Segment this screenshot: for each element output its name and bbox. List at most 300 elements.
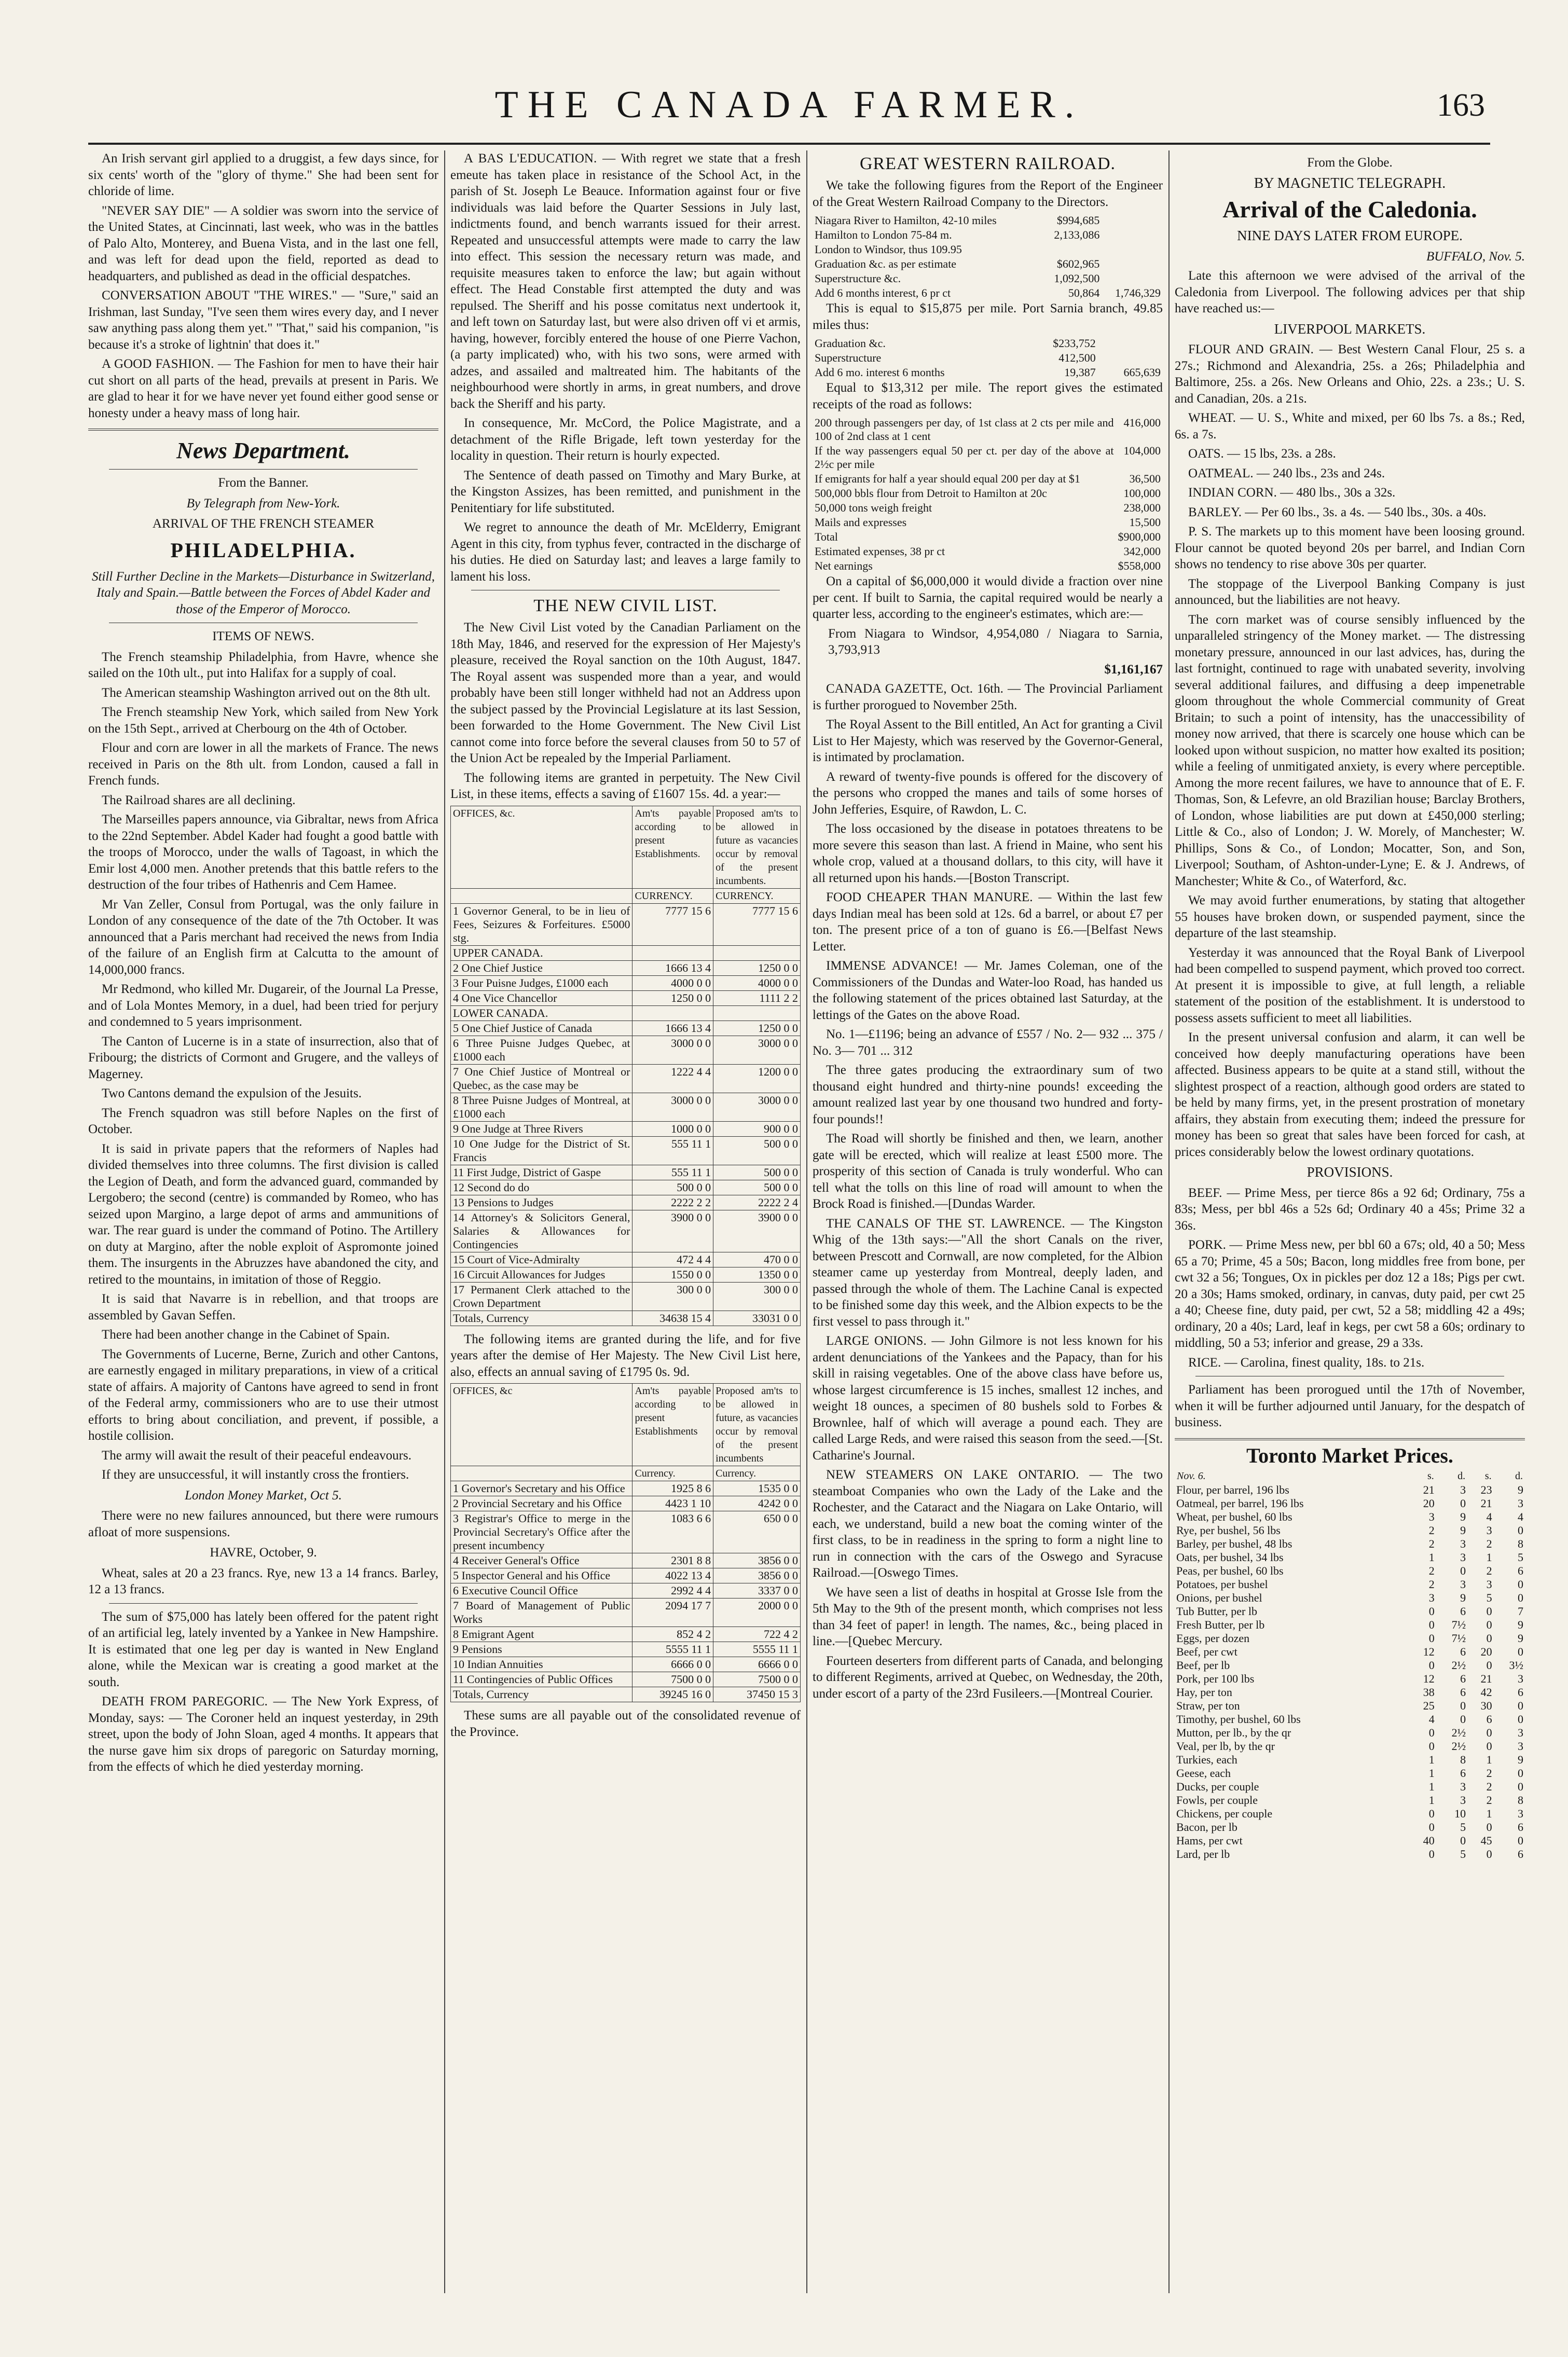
civil-list-heading: THE NEW CIVIL LIST. xyxy=(533,596,718,615)
price-row xyxy=(1175,1632,1525,1645)
price-cell: 0 xyxy=(1486,1605,1492,1618)
office-cell: 3 Four Puisne Judges, £1000 each xyxy=(451,975,632,990)
price-cell: 38 xyxy=(1423,1686,1435,1699)
amount-cell: 300 0 0 xyxy=(713,1282,801,1311)
cost-label: Niagara River to Hamilton, 42-10 miles xyxy=(815,214,997,227)
amount-cell: 7500 0 0 xyxy=(713,1672,801,1687)
price-row xyxy=(1175,1605,1525,1618)
receipt-label: If emigrants for half a year should equal 200 per day at $1 xyxy=(815,472,1080,485)
paragraph: INDIAN CORN. — 480 lbs., 30s a 32s. xyxy=(1188,486,1396,500)
price-cell: 42 xyxy=(1480,1686,1492,1699)
divider xyxy=(109,1603,418,1604)
column-2 xyxy=(450,150,801,2304)
cost-amount: 2,133,086 xyxy=(1054,228,1100,241)
table-row xyxy=(451,1282,801,1311)
money-market-heading: London Money Market, Oct 5. xyxy=(185,1488,342,1503)
paragraph: We take the following figures from the Report of the Engineer of the Great Western Railroad Company to the Directors. xyxy=(813,178,1163,209)
price-cell: 4 xyxy=(1486,1510,1492,1523)
price-cell: 12 xyxy=(1423,1645,1435,1658)
amount-cell: 500 0 0 xyxy=(632,1180,713,1195)
subheading: Still Further Decline in the Markets—Disturbance in Switzerland, Italy and Spain.—Battle between the Forces of Abdel Kader and those of the Emperor of Morocco. xyxy=(91,569,435,616)
cost-row xyxy=(813,365,1163,380)
price-cell: 1 xyxy=(1486,1551,1492,1564)
column-header: d. xyxy=(1515,1470,1523,1482)
office-cell: 7 Board of Management of Public Works xyxy=(451,1598,632,1627)
table-header-row xyxy=(1175,1469,1525,1483)
price-cell: 0 xyxy=(1428,1632,1435,1645)
amount-cell: 4242 0 0 xyxy=(713,1496,801,1511)
amount-cell: 300 0 0 xyxy=(632,1282,713,1311)
table-row xyxy=(451,1121,801,1136)
cost-label: London to Windsor, thus 109.95 xyxy=(815,243,962,256)
table-row xyxy=(451,1481,801,1496)
receipt-label: 500,000 bbls flour from Detroit to Hamilton at 20c xyxy=(815,487,1047,500)
price-cell: 0 xyxy=(1428,1659,1435,1672)
price-cell: 0 xyxy=(1460,1713,1466,1726)
commodity-cell: Oats, per bushel, 34 lbs xyxy=(1176,1551,1284,1564)
receipt-amount: $558,000 xyxy=(1118,559,1161,572)
price-row xyxy=(1175,1807,1525,1821)
price-cell: 40 xyxy=(1423,1834,1435,1847)
commodity-cell: Veal, per lb, by the qr xyxy=(1176,1740,1275,1753)
price-cell: 0 xyxy=(1518,1645,1523,1658)
office-cell: 11 Contingencies of Public Offices xyxy=(451,1672,632,1687)
column-header: Am'ts payable according to present Establishments. xyxy=(632,806,713,888)
col3-paragraphs xyxy=(813,681,1163,1702)
cost-row xyxy=(813,242,1163,257)
toronto-prices-table xyxy=(1175,1469,1525,1861)
commodity-cell: Ducks, per couple xyxy=(1176,1780,1259,1793)
price-cell: 3 xyxy=(1460,1551,1466,1564)
price-row xyxy=(1175,1564,1525,1578)
table-row xyxy=(451,1583,801,1598)
provisions-heading: PROVISIONS. xyxy=(1306,1164,1393,1180)
price-cell: 0 xyxy=(1518,1767,1523,1780)
price-cell: 0 xyxy=(1518,1591,1523,1604)
price-cell: 7½ xyxy=(1451,1618,1466,1631)
price-cell: 9 xyxy=(1518,1483,1523,1496)
price-cell: 3 xyxy=(1518,1807,1523,1820)
price-cell: 6 xyxy=(1518,1848,1523,1860)
price-cell: 0 xyxy=(1428,1605,1435,1618)
office-cell: 8 Emigrant Agent xyxy=(451,1627,632,1642)
amount-cell: 1000 0 0 xyxy=(632,1121,713,1136)
paragraph: The French squadron was still before Naples on the first of October. xyxy=(88,1106,438,1136)
cost-subtotal xyxy=(1098,351,1163,365)
receipt-amount: 416,000 xyxy=(1123,416,1161,429)
cost-subtotal xyxy=(1102,257,1163,271)
price-row xyxy=(1175,1551,1525,1564)
commodity-cell: Geese, each xyxy=(1176,1767,1231,1780)
table-body xyxy=(451,903,801,1326)
price-cell: 2 xyxy=(1428,1524,1435,1537)
amount-cell: 1550 0 0 xyxy=(632,1267,713,1282)
commodity-cell: Tub Butter, per lb xyxy=(1176,1605,1257,1618)
price-row xyxy=(1175,1524,1525,1537)
commodity-cell: Oatmeal, per barrel, 196 lbs xyxy=(1176,1497,1304,1510)
havre-dateline: HAVRE, October, 9. xyxy=(210,1546,317,1560)
table-subheader-row xyxy=(451,1466,801,1481)
amount-cell: 39245 16 0 xyxy=(632,1687,713,1702)
price-row xyxy=(1175,1726,1525,1740)
price-cell: 0 xyxy=(1486,1659,1492,1672)
price-cell: 3 xyxy=(1518,1497,1523,1510)
office-cell: 1 Governor General, to be in lieu of Fees, Seizures & Forfeitures. £5000 stg. xyxy=(451,903,632,945)
paragraph: The American steamship Washington arrived out on the 8th ult. xyxy=(102,685,431,700)
cost-row xyxy=(813,336,1163,351)
office-cell: 12 Second do do xyxy=(451,1180,632,1195)
column-header: s. xyxy=(1427,1470,1434,1482)
civil-list-table-2 xyxy=(450,1383,801,1702)
paragraph: Late this afternoon we were advised of the arrival of the Caledonia from Liverpool. The following advices per that ship have reached us:— xyxy=(1175,269,1525,315)
price-cell: 3 xyxy=(1460,1537,1466,1550)
price-cell: 0 xyxy=(1428,1848,1435,1860)
amount-cell: 900 0 0 xyxy=(713,1121,801,1136)
paragraph: The New Civil List voted by the Canadian Parliament on the 18th May, 1846, and reserved for the expression of Her Majesty's pleasure, received the Royal sanction on the 10th August, 1847. The Royal assent was suspended more than a year, and would probably have been still longer withheld had not an Address upon the subject passed by the Provincial Legislature at its last Session, been forwarded to the Home Government. The New Civil List cannot come into force before the several clauses from 50 to 57 of the Union Act be repealed by the Imperial Parliament. xyxy=(450,621,801,765)
price-cell: 0 xyxy=(1518,1524,1523,1537)
price-cell: 9 xyxy=(1460,1591,1466,1604)
office-cell: 3 Registrar's Office to merge in the Provincial Secretary's Office after the present incumbency xyxy=(451,1511,632,1553)
commodity-cell: Chickens, per couple xyxy=(1176,1807,1273,1820)
amount-cell: 1222 4 4 xyxy=(632,1064,713,1093)
amount-cell: 1250 0 0 xyxy=(632,990,713,1005)
amount-cell: 4423 1 10 xyxy=(632,1496,713,1511)
price-cell: 6 xyxy=(1518,1564,1523,1577)
amount-cell: 4022 13 4 xyxy=(632,1568,713,1583)
office-cell: LOWER CANADA. xyxy=(451,1005,632,1021)
paragraph: A GOOD FASHION. — The Fashion for men to have their hair cut short on all parts of the head, prevails at present in Paris. We are glad to hear it for we have never yet found either good sense or honesty under a heavy mass of long hair. xyxy=(88,357,438,420)
paragraph: The following items are granted during the life, and for five years after the demise of Her Majesty. The New Civil List here, also, effects an annual saving of £1795 0s. 9d. xyxy=(450,1332,801,1379)
price-cell: 6 xyxy=(1460,1605,1466,1618)
table-row xyxy=(451,960,801,975)
price-row xyxy=(1175,1591,1525,1605)
paragraph: The Road will shortly be finished and then, we learn, another gate will be erected, which will realize at least £500 more. The prosperity of this section of Canada is truly wonderful. Who can tell what the tolls on this line of road will amount to when the Brock Road is finished.—[Dundas Warder. xyxy=(813,1132,1163,1211)
price-cell: 0 xyxy=(1460,1699,1466,1712)
price-cell: 2 xyxy=(1486,1564,1492,1577)
paragraph: Wheat, sales at 20 a 23 francs. Rye, new 13 a 14 francs. Barley, 12 a 13 francs. xyxy=(88,1566,438,1596)
commodity-cell: Fresh Butter, per lb xyxy=(1176,1618,1265,1631)
amount-cell: 3900 0 0 xyxy=(713,1210,801,1252)
cost-row xyxy=(813,213,1163,228)
cost-amount: $602,965 xyxy=(1056,257,1100,270)
paragraph: FLOUR AND GRAIN. — Best Western Canal Flour, 25 s. a 27s.; Richmond and Alexandria, 25s. a 26s; Philadelphia and Baltimore, 25s. a 26s. New Orleans and Ohio, 22s. a 23s.; U. S. and Canadian, 20s. a 21s. xyxy=(1175,342,1525,406)
table-row xyxy=(451,1553,801,1568)
cost-amount: $994,685 xyxy=(1056,214,1100,227)
paragraph: The Royal Assent to the Bill entitled, An Act for granting a Civil List to Her Majesty, which was reserved by the Governor-General, is intimated by proclamation. xyxy=(813,718,1163,764)
paragraph: The sum of $75,000 has lately been offered for the patent right of an artificial leg, lately invented by a Yankee in New Hampshire. It is estimated that one leg per day is wanted in New England alone, while the Mexican war is creating a good market at the south. xyxy=(88,1609,438,1689)
cost-amount: 412,500 xyxy=(1058,351,1096,364)
cost-subtotal: 665,639 xyxy=(1123,366,1161,379)
source-line: From the Banner. xyxy=(218,476,309,490)
price-cell: 20 xyxy=(1423,1497,1435,1510)
office-cell: 11 First Judge, District of Gaspe xyxy=(451,1165,632,1180)
office-cell: 7 One Chief Justice of Montreal or Quebec, as the case may be xyxy=(451,1064,632,1093)
price-cell: 0 xyxy=(1486,1740,1492,1753)
price-row xyxy=(1175,1672,1525,1686)
price-cell: 3 xyxy=(1460,1780,1466,1793)
price-cell: 1 xyxy=(1486,1807,1492,1820)
receipt-label: Mails and expresses xyxy=(815,516,907,529)
receipt-row xyxy=(813,544,1163,559)
commodity-cell: Peas, per bushel, 60 lbs xyxy=(1176,1564,1284,1577)
capital-total: $1,161,167 xyxy=(1104,662,1163,677)
price-cell: 2 xyxy=(1428,1578,1435,1591)
amount-cell: 2000 0 0 xyxy=(713,1598,801,1627)
railroad-heading: GREAT WESTERN RAILROAD. xyxy=(859,154,1116,173)
price-cell: 9 xyxy=(1518,1618,1523,1631)
cost-label: Add 6 mo. interest 6 months xyxy=(815,366,945,379)
column-header: s. xyxy=(1484,1470,1492,1482)
paragraph: RICE. — Carolina, finest quality, 18s. to 21s. xyxy=(1188,1355,1425,1370)
price-cell: 6 xyxy=(1518,1821,1523,1834)
liverpool-markets-heading: LIVERPOOL MARKETS. xyxy=(1274,321,1426,337)
price-cell: 0 xyxy=(1460,1497,1466,1510)
items-of-news-heading: ITEMS OF NEWS. xyxy=(212,629,314,643)
office-cell: 14 Attorney's & Solicitors General, Salaries & Allowances for Contingencies xyxy=(451,1210,632,1252)
receipt-row xyxy=(813,559,1163,573)
receipts-table xyxy=(813,416,1163,573)
table-row xyxy=(451,1165,801,1180)
table-row xyxy=(451,1136,801,1165)
paragraph: On a capital of $6,000,000 it would divide a fraction over nine per cent. If built to Sarnia, the capital required would be nearly a quarter less, according to the engineer's estimates, which are:— xyxy=(813,574,1163,621)
amount-cell xyxy=(713,945,801,960)
price-row xyxy=(1175,1483,1525,1497)
price-cell: 9 xyxy=(1460,1524,1466,1537)
amount-cell: 2222 2 4 xyxy=(713,1195,801,1210)
subheading: NINE DAYS LATER FROM EUROPE. xyxy=(1237,228,1463,243)
paragraph: Mr Van Zeller, Consul from Portugal, was the only failure in London of any consequence of the date of the 7th October. It was announced that a Paris merchant had received the news from India of the failure of an English firm at Calcutta to the amount of 14,000,000 francs. xyxy=(88,897,438,977)
price-cell: 0 xyxy=(1518,1713,1523,1726)
paragraph: Fourteen deserters from different parts of Canada, and belonging to different Regiments, arrived at Quebec, on Wednesday, the 20th, under escort of a party of the 23rd Fusileers.—[Montreal Courier. xyxy=(813,1653,1163,1701)
commodity-cell: Turkies, each xyxy=(1176,1753,1237,1766)
price-cell: 2 xyxy=(1486,1767,1492,1780)
table-row xyxy=(451,1093,801,1121)
amount-cell: 1083 6 6 xyxy=(632,1511,713,1553)
paragraph: LARGE ONIONS. — John Gilmore is not less known for his ardent denunciations of the Yankees and the Papacy, than for his skill in raising vegetables. One of the above class have before us, whose largest circumference is 15 inches, smallest 12 inches, and weight 18 ounces, a specimen of 80 bushels sold to Forbes & Brownlee, half of which will average a pound each. They are called Large Reds, and were raised this season from the seed.—[St. Catharine's Journal. xyxy=(813,1334,1163,1463)
price-cell: 0 xyxy=(1518,1699,1523,1712)
paragraph: IMMENSE ADVANCE! — Mr. James Coleman, one of the Commissioners of the Dundas and Water-loo Road, has handed us the following statement of the prices obtained last Saturday, at the lettings of the Gates on the above Road. xyxy=(813,959,1163,1022)
receipt-label: Estimated expenses, 38 pr ct xyxy=(815,545,945,558)
column-subheader: Currency. xyxy=(632,1466,713,1481)
office-cell: 4 Receiver General's Office xyxy=(451,1553,632,1568)
cost-label: Graduation &c. as per estimate xyxy=(815,257,957,270)
commodity-cell: Pork, per 100 lbs xyxy=(1176,1672,1255,1685)
commodity-cell: Fowls, per couple xyxy=(1176,1794,1258,1807)
amount-cell: 2301 8 8 xyxy=(632,1553,713,1568)
paragraph: The three gates producing the extraordinary sum of two thousand eight hundred and thirty-nine pounds! exceeding the amount realized last year by one thousand two hundred and forty-four pounds!! xyxy=(813,1063,1163,1126)
price-cell: 3½ xyxy=(1509,1659,1523,1672)
page-number: 163 xyxy=(1437,88,1485,123)
paragraph: Two Cantons demand the expulsion of the Jesuits. xyxy=(102,1086,362,1100)
paragraph: The Railroad shares are all declining. xyxy=(102,793,296,807)
amount-cell: 4000 0 0 xyxy=(632,975,713,990)
cost-row xyxy=(813,257,1163,271)
amount-cell: 7777 15 6 xyxy=(713,903,801,945)
commodity-cell: Bacon, per lb xyxy=(1176,1821,1237,1834)
amount-cell: 500 0 0 xyxy=(713,1136,801,1165)
amount-cell: 3337 0 0 xyxy=(713,1583,801,1598)
cost-amount: $233,752 xyxy=(1053,337,1096,350)
price-cell: 7 xyxy=(1518,1605,1523,1618)
receipt-amount: 104,000 xyxy=(1123,444,1161,457)
amount-cell: 1111 2 2 xyxy=(713,990,801,1005)
table-header-row xyxy=(451,1384,801,1466)
telegraph-heading: BY MAGNETIC TELEGRAPH. xyxy=(1254,175,1446,191)
price-row xyxy=(1175,1848,1525,1861)
table-row xyxy=(451,1210,801,1252)
paragraph: The Governments of Lucerne, Berne, Zurich and other Cantons, are earnestly engaged in military preparations, in view of a critical state of affairs. A majority of Cantons have agreed to send in front of the Federal army, commissioners who are to use their utmost efforts to bring about conciliation, and prevent, if possible, a hostile collision. xyxy=(88,1347,438,1443)
office-cell: 6 Three Puisne Judges Quebec, at £1000 each xyxy=(451,1036,632,1064)
receipt-amount: 100,000 xyxy=(1123,487,1161,500)
paragraph: The French steamship Philadelphia, from Havre, whence she sailed on the 10th ult., put into Halifax for a supply of coal. xyxy=(88,650,438,680)
amount-cell: 722 4 2 xyxy=(713,1627,801,1642)
paragraph: The corn market was of course sensibly influenced by the unparalleled stringency of the Money market. — The distressing monetary pressure, announced in our last advices, has, during the last fortnight, continued to rage with unabated severity, involving several additional failures, and diffusing a deep impenetrable gloom throughout the whole Commercial community of Great Britain; to such a point of intensity, has the unaccessibility of money now arrived, that there is scarcely one house which can be looked upon without suspicion, no matter how exalted its position; while a feeling of unmitigated anxiety, is every where perceptible. Among the more recent failures, we have to announce that of E. F. Thomas, Son, & Lefevre, an old Brazilian house; Barclay Brothers, of London, whose liabilities are put down at £450,000 sterling; Little & Co., also of London; J. W. Morely, of Manchester; W. Phillips, Sons & Co., of London; Mocatter, Son, and Son, Liverpool; Southam, of Ashton-under-Lyne; E. & J. Andrews, of Manchester; White & Co., of Waterford, &c. xyxy=(1175,612,1525,888)
paragraph: The army will await the result of their peaceful endeavours. xyxy=(102,1448,411,1463)
amount-cell: 33031 0 0 xyxy=(713,1311,801,1326)
paragraph: It is said in private papers that the reformers of Naples had divided themselves into three columns. The first division is called the Legion of Death, and form the advanced guard, commanded by Lergobero; the second (centre) is commanded by Romeo, who has seized upon Margino, a large depot of arms and ammunitions of war. The rear guard is under the command of Potino. The Artillery on duty at Margino, after the noble exploit of Aspromonte joined them. The insurgents in the Abruzzes have abandoned the city, and retired to the mountains, in imitation of those of Reggio. xyxy=(88,1141,438,1287)
paragraph: We may avoid further enumerations, by stating that altogether 55 houses have broken down, or suspended payment, since the departure of the last steamship. xyxy=(1175,893,1525,940)
provisions-reports xyxy=(1175,1185,1525,1371)
paragraph: An Irish servant girl applied to a druggist, a few days since, for six cents' worth of the "glory of thyme." She had been sent for chloride of lime. xyxy=(88,151,438,198)
price-cell: 20 xyxy=(1480,1645,1492,1658)
price-cell: 2 xyxy=(1486,1794,1492,1807)
price-cell: 1 xyxy=(1428,1780,1435,1793)
price-cell: 3 xyxy=(1518,1740,1523,1753)
railroad-costs-table xyxy=(813,213,1163,300)
telegraph-line: By Telegraph from New-York. xyxy=(186,496,340,511)
paragraph: These sums are all payable out of the consolidated revenue of the Province. xyxy=(450,1708,801,1739)
amount-cell: 6666 0 0 xyxy=(713,1657,801,1672)
cost-subtotal xyxy=(1098,336,1163,351)
receipt-amount: 238,000 xyxy=(1123,501,1161,514)
amount-cell: 3000 0 0 xyxy=(632,1036,713,1064)
office-cell: 4 One Vice Chancellor xyxy=(451,990,632,1005)
price-cell: 0 xyxy=(1486,1848,1492,1860)
cost-amount xyxy=(1041,242,1102,257)
office-cell: 16 Circuit Allowances for Judges xyxy=(451,1267,632,1282)
price-cell: 3 xyxy=(1518,1726,1523,1739)
price-row xyxy=(1175,1834,1525,1848)
paragraph: WHEAT. — U. S., White and mixed, per 60 lbs 7s. a 8s.; Red, 6s. a 7s. xyxy=(1175,411,1525,442)
amount-cell: 2094 17 7 xyxy=(632,1598,713,1627)
column-header: OFFICES, &c. xyxy=(451,806,632,888)
price-row xyxy=(1175,1821,1525,1834)
table-row xyxy=(451,1252,801,1267)
cost-amount: 50,864 xyxy=(1068,286,1100,299)
price-cell: 12 xyxy=(1423,1672,1435,1685)
column-subheader: CURRENCY. xyxy=(713,888,801,903)
commodity-cell: Lard, per lb xyxy=(1176,1848,1230,1860)
price-cell: 2½ xyxy=(1451,1726,1466,1739)
paragraph: It is said that Navarre is in rebellion, and that troops are assembled by Gavan Seffen. xyxy=(88,1292,438,1322)
office-cell: 10 One Judge for the District of St. Francis xyxy=(451,1136,632,1165)
price-row xyxy=(1175,1713,1525,1726)
paragraph: We regret to announce the death of Mr. McElderry, Emigrant Agent in this city, from typhus fever, contracted in the discharge of his duties. He died on Saturday last; and leaves a large family to lament his loss. xyxy=(450,520,801,584)
price-cell: 6 xyxy=(1518,1686,1523,1699)
table-header-row xyxy=(451,806,801,888)
caledonia-heading: Arrival of the Caledonia. xyxy=(1222,196,1477,223)
receipt-amount: $900,000 xyxy=(1118,530,1161,543)
column-subheader xyxy=(451,888,632,903)
commodity-cell: Straw, per ton xyxy=(1176,1699,1240,1712)
table-row xyxy=(451,1267,801,1282)
price-cell: 3 xyxy=(1486,1578,1492,1591)
section-divider xyxy=(88,429,438,431)
masthead-title: THE CANADA FARMER. xyxy=(494,84,1084,126)
paragraph: OATMEAL. — 240 lbs., 23s and 24s. xyxy=(1188,466,1385,480)
price-row xyxy=(1175,1537,1525,1551)
paragraph: CANADA GAZETTE, Oct. 16th. — The Provincial Parliament is further prorogued to November 25th. xyxy=(813,682,1163,712)
price-row xyxy=(1175,1686,1525,1699)
amount-cell: 852 4 2 xyxy=(632,1627,713,1642)
price-cell: 1 xyxy=(1428,1794,1435,1807)
column-4 xyxy=(1175,150,1525,2304)
table-row xyxy=(451,975,801,990)
page-header xyxy=(88,78,1490,145)
receipt-row xyxy=(813,515,1163,530)
price-cell: 3 xyxy=(1460,1483,1466,1496)
civil-list-table-1 xyxy=(450,806,801,1326)
cost-label: Add 6 months interest, 6 pr ct xyxy=(815,286,951,299)
source-line: From the Globe. xyxy=(1307,156,1393,170)
amount-cell: 650 0 0 xyxy=(713,1511,801,1553)
commodity-cell: Beef, per lb xyxy=(1176,1659,1230,1672)
office-cell: 10 Indian Annuities xyxy=(451,1657,632,1672)
receipt-amount: 15,500 xyxy=(1129,516,1161,529)
receipt-amount: 342,000 xyxy=(1123,545,1161,558)
price-cell: 3 xyxy=(1428,1591,1435,1604)
table-row xyxy=(451,1672,801,1687)
price-cell: 0 xyxy=(1486,1632,1492,1645)
receipt-label: Total xyxy=(815,530,838,543)
office-cell: Totals, Currency xyxy=(451,1687,632,1702)
amount-cell: 3000 0 0 xyxy=(713,1036,801,1064)
price-cell: 21 xyxy=(1423,1483,1435,1496)
paragraph: THE CANALS OF THE ST. LAWRENCE. — The Kingston Whig of the 13th says:—"All the short Canals on the river, between Prescott and Cornwall, are now completed, for the Albion steamer came up yesterday from Montreal, deeply laden, and passed through the whole of them. The Lachine Canal is expected to be finished some day this week, and the Albion expects to be the first vessel to pass through it." xyxy=(813,1216,1163,1329)
column-header: OFFICES, &c xyxy=(451,1384,632,1466)
price-cell: 7½ xyxy=(1451,1632,1466,1645)
table-row xyxy=(451,903,801,945)
price-cell: 3 xyxy=(1460,1794,1466,1807)
price-cell: 6 xyxy=(1486,1713,1492,1726)
amount-cell: 1350 0 0 xyxy=(713,1267,801,1282)
amount-cell: 2222 2 2 xyxy=(632,1195,713,1210)
amount-cell: 7777 15 6 xyxy=(632,903,713,945)
paragraph: In the present universal confusion and alarm, it can well be conceived how deeply manufacturing operations have been affected. Business appears to be quite at a stand still, without the slightest prospect of a reaction, although good orders are stated to be held by many firms, yet, in the present prostration of monetary affairs, they abstain from executing them; indeed the pressure for money has been so great that sales have been forced for cash, at prices considerably below the lowest ordinary quotations. xyxy=(1175,1030,1525,1159)
amount-cell: 470 0 0 xyxy=(713,1252,801,1267)
paragraph: Mr Redmond, who killed Mr. Dugareir, of the Journal La Presse, and of Lola Montes Memory, in a duel, had been tried for perjury and condemned to 5 years imprisonment. xyxy=(88,982,438,1029)
table-row xyxy=(451,1642,801,1657)
cost-subtotal xyxy=(1102,213,1163,228)
amount-cell: 472 4 4 xyxy=(632,1252,713,1267)
amount-cell: 6666 0 0 xyxy=(632,1657,713,1672)
office-cell: UPPER CANADA. xyxy=(451,945,632,960)
cost-label: Superstructure &c. xyxy=(815,272,901,285)
price-cell: 0 xyxy=(1428,1726,1435,1739)
column-subheader: CURRENCY. xyxy=(632,888,713,903)
office-cell: 8 Three Puisne Judges of Montreal, at £1000 each xyxy=(451,1093,632,1121)
price-cell: 1 xyxy=(1428,1767,1435,1780)
paragraph: There were no new failures announced, but there were rumours afloat of more suspensions. xyxy=(88,1509,438,1539)
paragraph: In consequence, Mr. McCord, the Police Magistrate, and a detachment of the Rifle Brigade, left town yesterday for the locality in question. Their return is hourly expected. xyxy=(450,416,801,463)
office-cell: 6 Executive Council Office xyxy=(451,1583,632,1598)
arrival-heading: ARRIVAL OF THE FRENCH STEAMER xyxy=(152,517,375,531)
column-header: Proposed am'ts to be allowed in future as vacancies occur by removal of the present incumbents. xyxy=(713,806,801,888)
table-row xyxy=(451,1657,801,1672)
table-row xyxy=(451,1064,801,1093)
price-cell: 9 xyxy=(1460,1510,1466,1523)
commodity-cell: Mutton, per lb., by the qr xyxy=(1176,1726,1291,1739)
